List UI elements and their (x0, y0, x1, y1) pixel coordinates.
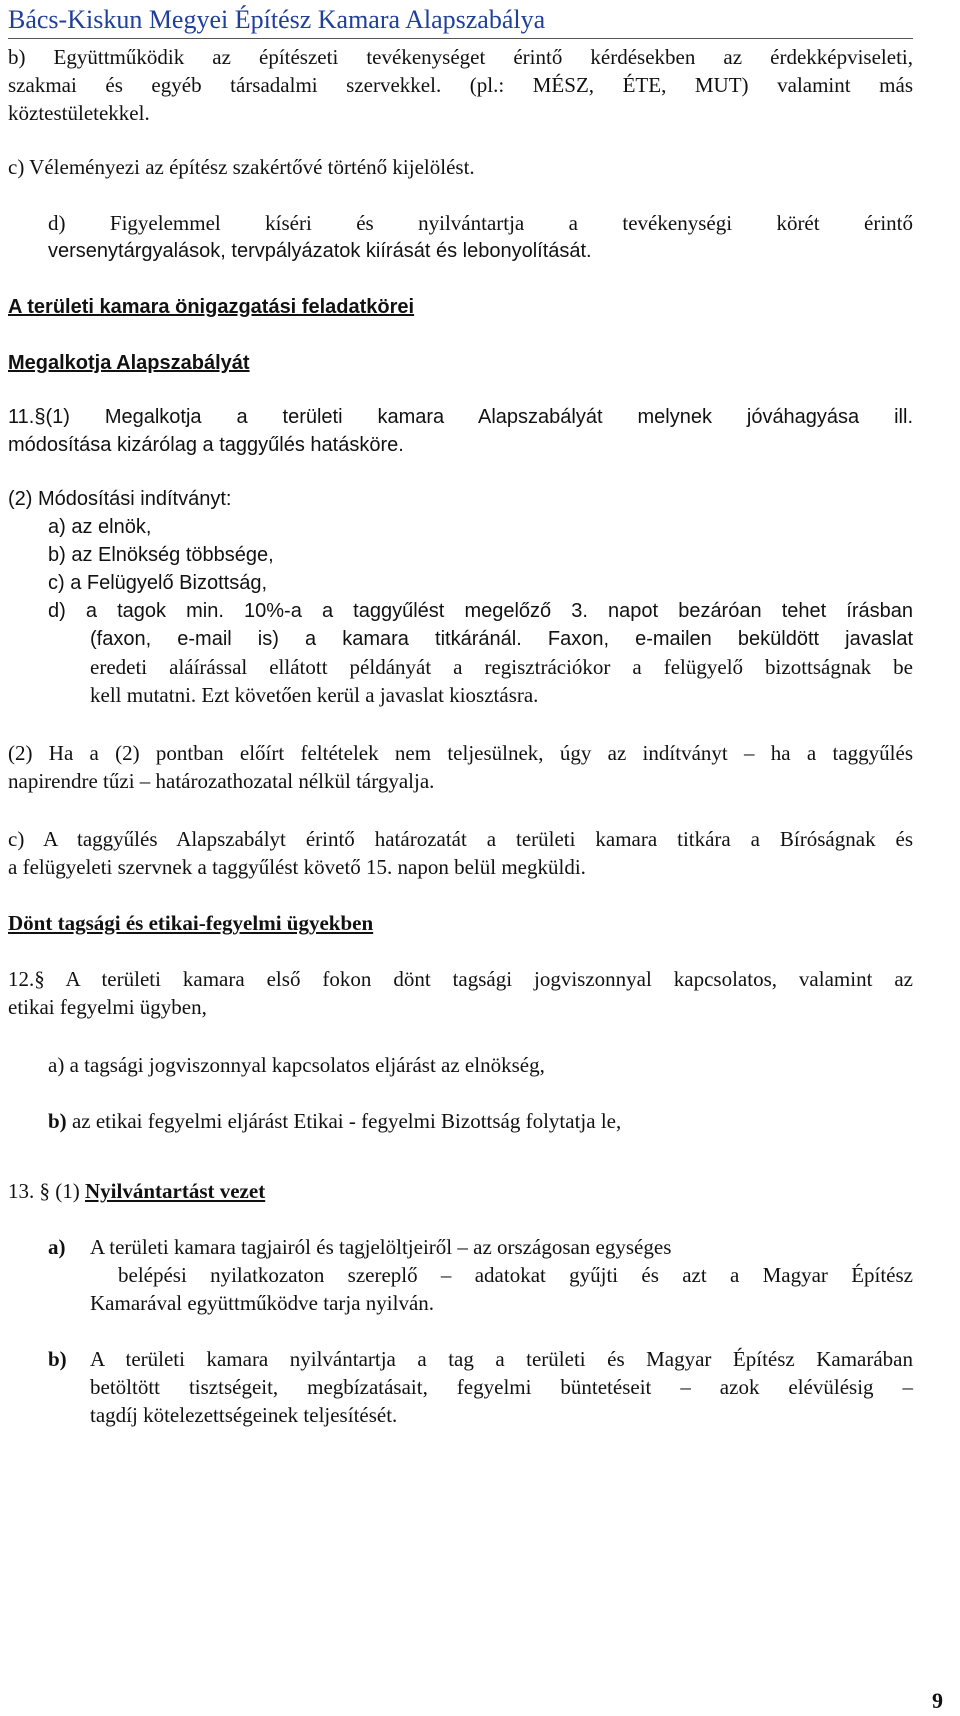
para-11-c-line-1: c) A taggyűlés Alapszabályt érintő határozatát a területi kamara titkára a Bíróságnak és (8, 827, 913, 851)
page-number: 9 (932, 1688, 943, 1713)
para-13-heading: Nyilvántartást vezet (85, 1179, 266, 1203)
para-11-2-item-b: b) az Elnökség többsége, (48, 544, 274, 566)
para-b-line-3: köztestületekkel. (8, 101, 150, 125)
para-12-item-b (48, 1108, 621, 1134)
para-13-item-a-line-2: belépési nyilatkozaton szereplő – adatokat gyűjti és azt a Magyar Építész (118, 1263, 913, 1287)
para-12-item-b-letter: b) (48, 1109, 67, 1133)
para-c-line-1: c) Véleményezi az építész szakértővé történő kijelölést. (8, 155, 475, 179)
para-13-item-b-line-2: betöltött tisztségeit, megbízatásait, fegyelmi büntetéseit – azok elévülésig – (90, 1375, 913, 1399)
section-heading-self-governance: A területi kamara önigazgatási feladatkörei (8, 296, 415, 318)
para-13-item-b-line-3: tagdíj kötelezettségeinek teljesítését. (90, 1403, 398, 1427)
para-11-2-item-d-line-3: eredeti aláírással ellátott példányát a regisztrációkor a felügyelő bizottságnak be (90, 655, 913, 679)
running-header: Bács-Kiskun Megyei Építész Kamara Alapszabálya (8, 2, 913, 39)
para-12-line-2: etikai fegyelmi ügyben, (8, 995, 207, 1019)
para-12-item-b-text: az etikai fegyelmi eljárást Etikai - fegyelmi Bizottság folytatja le, (71, 1109, 622, 1133)
para-13-item-b-letter: b) (48, 1347, 67, 1371)
section-heading-statute: Megalkotja Alapszabályát (8, 352, 250, 374)
para-b-line-2: szakmai és egyéb társadalmi szervekkel. (pl.: MÉSZ, ÉTE, MUT) valamint más (8, 73, 913, 97)
para-11-2-item-a: a) az elnök, (48, 516, 152, 538)
section-heading-decisions: Dönt tagsági és etikai-fegyelmi ügyekben (8, 911, 374, 935)
para-d-line-2: versenytárgyalások, tervpályázatok kiírását és lebonyolítását. (48, 240, 592, 262)
para-11-line-1: 11.§(1) Megalkotja a területi kamara Alapszabályát melynek jóváhagyása ill. (8, 406, 913, 428)
para-13-item-b-line-1: A területi kamara nyilvántartja a tag a területi és Magyar Építész Kamarában (90, 1347, 913, 1371)
para-11-2b-line-1: (2) Ha a (2) pontban előírt feltételek nem teljesülnek, úgy az indítványt – ha a taggyűlés (8, 741, 913, 765)
para-11-2-item-d-line-1: d) a tagok min. 10%-a a taggyűlést megelőző 3. napot bezáróan tehet írásban (48, 600, 913, 622)
para-11-2-item-d-line-4: kell mutatni. Ezt követően kerül a javaslat kiosztásra. (90, 683, 539, 707)
para-d-line-1: d) Figyelemmel kíséri és nyilvántartja a tevékenységi körét érintő (48, 211, 913, 235)
para-b-line-1: b) Együttműködik az építészeti tevékenységet érintő kérdésekben az érdekképviseleti, (8, 45, 913, 69)
para-11-2-item-c: c) a Felügyelő Bizottság, (48, 572, 267, 594)
para-13-prefix: 13. § (1) (8, 1179, 85, 1203)
para-12-item-a: a) a tagsági jogviszonnyal kapcsolatos eljárást az elnökség, (48, 1053, 545, 1077)
para-11-line-2: módosítása kizárólag a taggyűlés hatásköre. (8, 434, 404, 456)
para-11-2-intro: (2) Módosítási indítványt: (8, 488, 232, 510)
para-13-item-a-line-1: A területi kamara tagjairól és tagjelöltjeiről – az országosan egységes (90, 1235, 672, 1259)
para-13-heading-line (8, 1178, 265, 1204)
para-13-item-a-letter: a) (48, 1235, 66, 1259)
para-11-c-line-2: a felügyeleti szervnek a taggyűlést követő 15. napon belül megküldi. (8, 855, 586, 879)
para-13-item-a-line-3: Kamarával együttműködve tarja nyilván. (90, 1291, 435, 1315)
para-11-2-item-d-line-2: (faxon, e-mail is) a kamara titkáránál. Faxon, e-mailen beküldött javaslat (90, 628, 913, 650)
para-12-line-1: 12.§ A területi kamara első fokon dönt tagsági jogviszonnyal kapcsolatos, valamint az (8, 967, 913, 991)
para-11-2b-line-2: napirendre tűzi – határozathozatal nélkül tárgyalja. (8, 769, 435, 793)
